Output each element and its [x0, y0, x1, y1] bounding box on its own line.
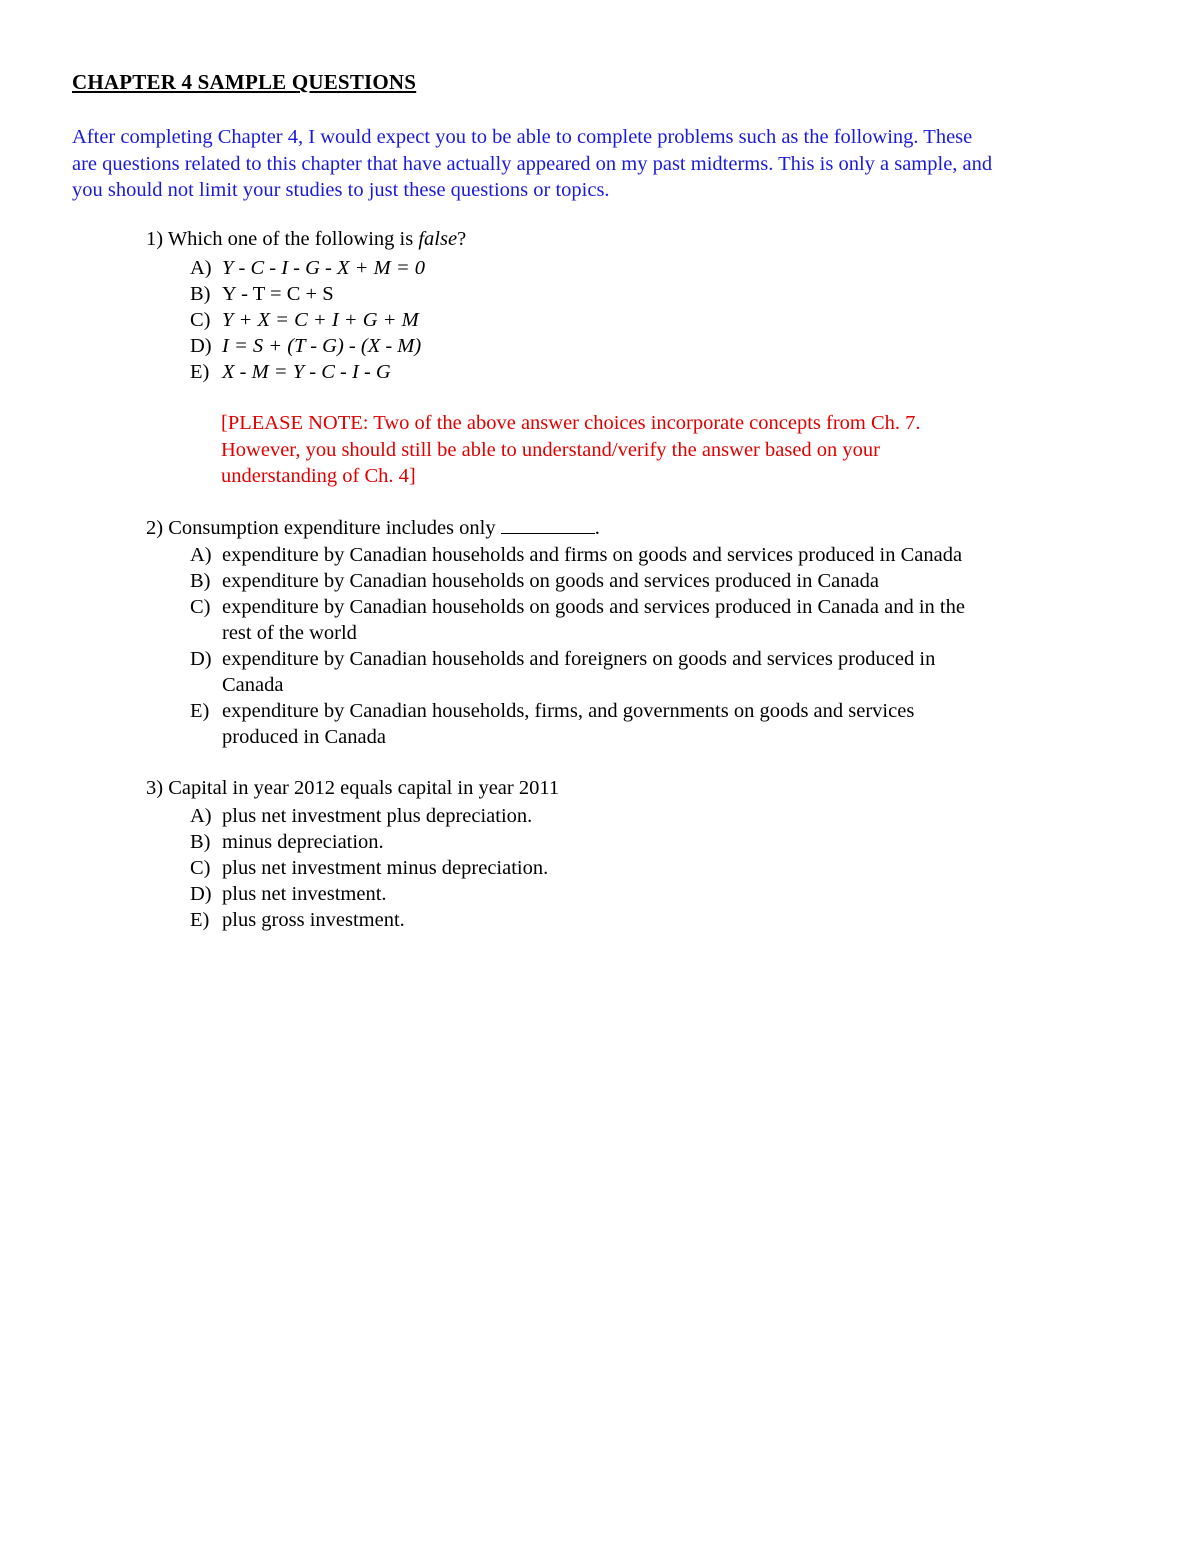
option-letter: B)	[190, 283, 211, 305]
question-3-option-b	[190, 829, 384, 855]
option-text: expenditure by Canadian households and firms on goods and services produced in Canada	[222, 544, 963, 566]
option-letter: A)	[190, 257, 212, 279]
question-1-prefix: 1) Which one of the following is	[146, 228, 419, 250]
option-letter: C)	[190, 309, 211, 331]
question-2-stem	[146, 515, 600, 540]
question-3-option-d	[190, 881, 387, 907]
option-letter: B)	[190, 570, 211, 592]
option-text: I = S + (T - G) - (X - M)	[222, 335, 422, 357]
option-letter: E)	[190, 361, 210, 383]
option-text: X - M = Y - C - I - G	[222, 361, 391, 383]
question-1-emphasis: false	[418, 228, 458, 250]
note-line: understanding of Ch. 4]	[221, 465, 416, 487]
option-text: plus net investment minus depreciation.	[222, 857, 549, 879]
intro-paragraph	[72, 124, 1142, 204]
option-text: expenditure by Canadian households on goods and services produced in Canada and in the	[222, 596, 965, 618]
option-text: expenditure by Canadian households and foreigners on goods and services produced in	[222, 648, 936, 670]
option-text-continuation: rest of the world	[222, 622, 357, 645]
question-3-option-e	[190, 907, 405, 933]
intro-line: are questions related to this chapter that have actually appeared on my past midterms. This is only a sample, and	[72, 152, 993, 175]
option-text: plus net investment.	[222, 883, 387, 905]
option-text: plus gross investment.	[222, 909, 405, 931]
option-text: Y - C - I - G - X + M = 0	[222, 257, 426, 279]
question-2-option-d	[190, 646, 935, 698]
question-2-suffix: .	[594, 517, 600, 539]
question-1-option-e	[190, 359, 391, 385]
option-text-continuation: produced in Canada	[222, 726, 386, 749]
option-text: Y - T = C + S	[222, 283, 334, 305]
question-2-option-a	[190, 542, 962, 568]
option-letter: E)	[190, 909, 210, 931]
option-letter: D)	[190, 883, 212, 905]
option-letter: A)	[190, 805, 212, 827]
option-letter: C)	[190, 596, 211, 618]
option-text: expenditure by Canadian households on goods and services produced in Canada	[222, 570, 879, 592]
option-letter: C)	[190, 857, 211, 879]
answer-blank	[501, 515, 595, 534]
question-1-stem	[146, 228, 466, 251]
option-text: Y + X = C + I + G + M	[222, 309, 419, 331]
intro-line: you should not limit your studies to just these questions or topics.	[72, 179, 610, 201]
question-1-option-b	[190, 281, 334, 307]
question-2-option-e	[190, 698, 914, 750]
option-letter: D)	[190, 335, 212, 357]
question-2-option-c	[190, 594, 965, 646]
question-1-suffix: ?	[457, 228, 467, 250]
intro-line: After completing Chapter 4, I would expect you to be able to complete problems such as the following. These	[72, 126, 973, 148]
option-text-continuation: Canada	[222, 674, 284, 697]
question-1-option-d	[190, 333, 421, 359]
option-letter: E)	[190, 700, 210, 722]
note-line: [PLEASE NOTE: Two of the above answer choices incorporate concepts from Ch. 7.	[221, 412, 921, 434]
option-text: minus depreciation.	[222, 831, 384, 853]
question-3-stem: 3) Capital in year 2012 equals capital in year 2011	[146, 777, 560, 799]
option-letter: B)	[190, 831, 211, 853]
question-2-option-b	[190, 568, 879, 594]
option-text: expenditure by Canadian households, firms, and governments on goods and services	[222, 700, 915, 722]
question-3-option-a	[190, 803, 532, 829]
question-2-prefix: 2) Consumption expenditure includes only	[146, 517, 501, 539]
page-title: CHAPTER 4 SAMPLE QUESTIONS	[72, 70, 417, 94]
option-text: plus net investment plus depreciation.	[222, 805, 533, 827]
question-1-note	[221, 410, 921, 490]
question-1-option-c	[190, 307, 419, 333]
option-letter: A)	[190, 544, 212, 566]
option-letter: D)	[190, 648, 212, 670]
question-1-option-a	[190, 255, 425, 281]
question-3-option-c	[190, 855, 548, 881]
note-line: However, you should still be able to understand/verify the answer based on your	[221, 438, 881, 461]
